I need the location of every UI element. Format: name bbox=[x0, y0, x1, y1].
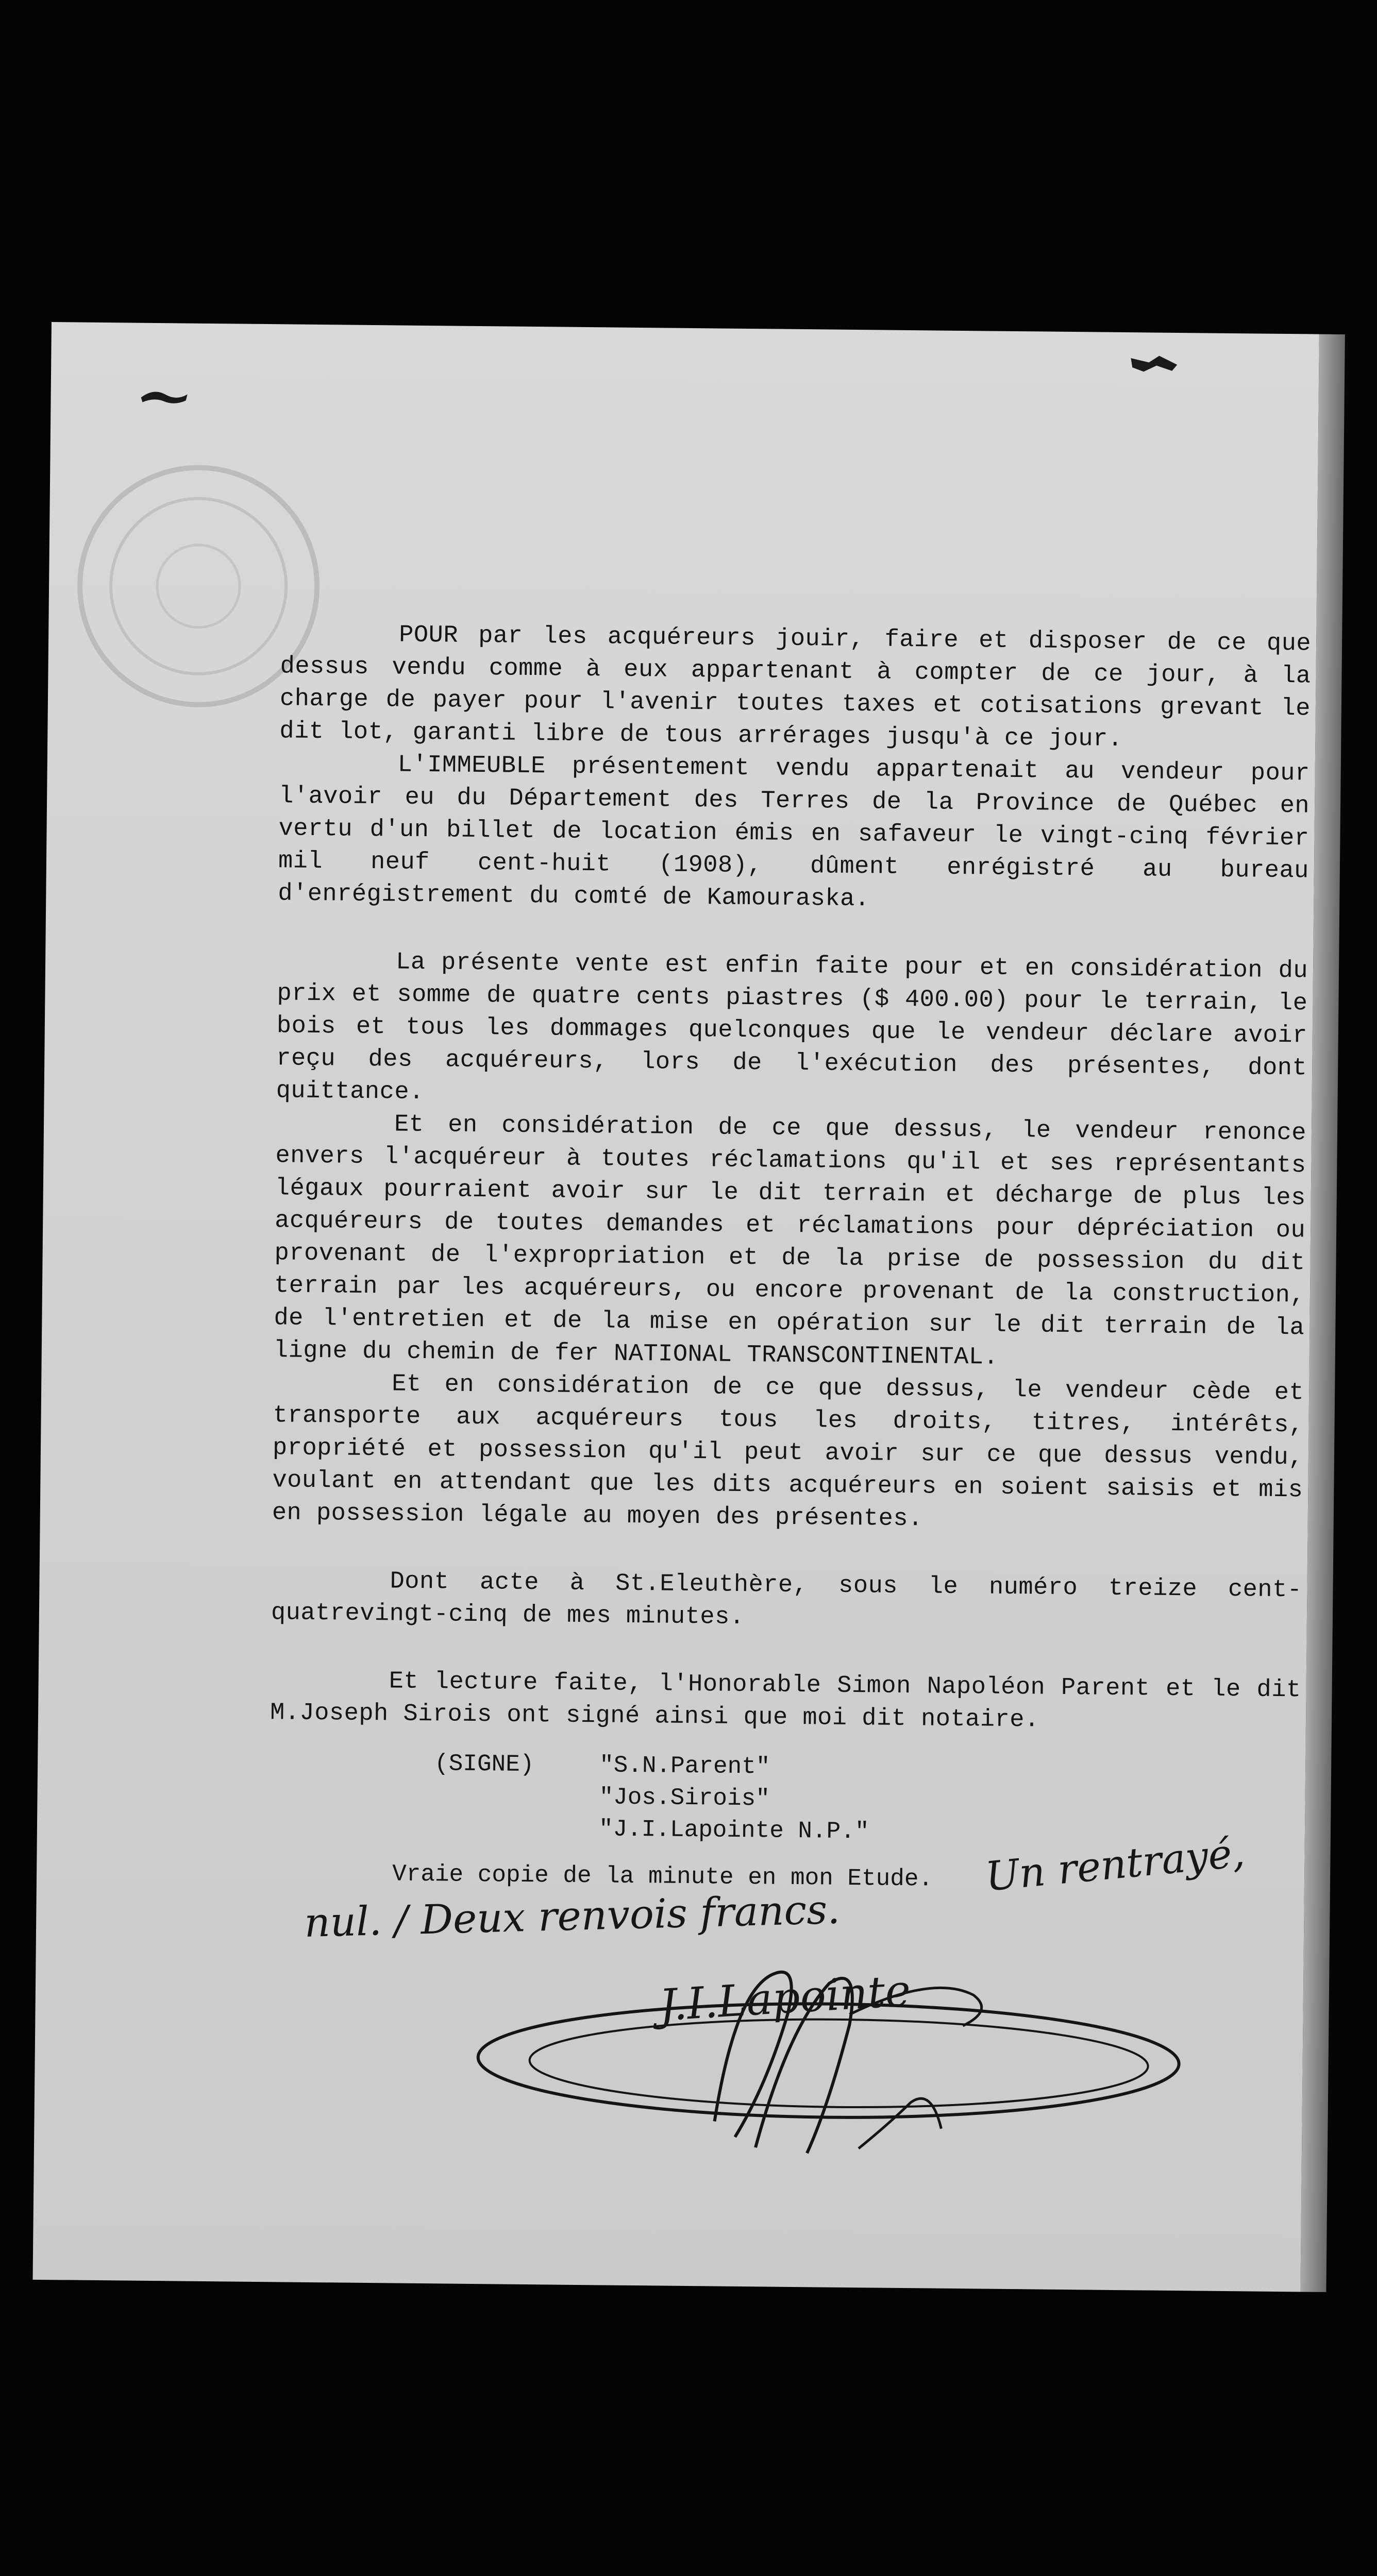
signature-name: J.I.Lapointe bbox=[658, 1965, 912, 2031]
paragraph: L'IMMEUBLE présentement vendu appartenait au vendeur pour l'avoir eu du Département des Terres de la Province de Québec en vertu d'un billet de location émis en safaveur le vingt-cinq février mil neuf cent-huit (1908), dûment enrégistré au bureau d'enrégistrement du comté de Kamouraska. bbox=[278, 751, 1310, 913]
paragraph: La présente vente est enfin faite pour et en considération du prix et somme de quatre cents piastres ($ 400.00) pour le terrain, le bois et tous les dommages quelconques que le vendeur déclare avoir reçu des acquéreurs, lors de l'exécution des présentes, dont quittance. bbox=[276, 948, 1308, 1107]
signatory: "J.I.Lapointe N.P." bbox=[598, 1816, 869, 1845]
signatory: "S.N.Parent" bbox=[599, 1752, 770, 1781]
paper-clip-icon bbox=[138, 385, 190, 406]
signed-label: (SIGNE) bbox=[434, 1750, 534, 1778]
handwritten-note: Un rentrayé, bbox=[983, 1829, 1247, 1901]
paragraph: Dont acte à St.Eleuthère, sous le numéro treize cent-quatrevingt-cinq de mes minutes. bbox=[271, 1568, 1302, 1632]
signatory: "Jos.Sirois" bbox=[599, 1784, 770, 1812]
certification-line: Vraie copie de la minute en mon Etude. bbox=[392, 1860, 933, 1893]
deed-body bbox=[270, 618, 1312, 1739]
document-page bbox=[33, 322, 1319, 2292]
paragraph: POUR par les acquéreurs jouir, faire et disposer de ce que dessus vendu comme à eux appartenant à compter de ce jour, à la charge de payer pour l'avenir toutes taxes et cotisations grevant le dit lot, garanti libre de tous arrérages jusqu'à ce jour. bbox=[279, 621, 1312, 753]
paragraph: Et en considération de ce que dessus, le vendeur cède et transporte aux acquéreurs tous les droits, titres, intérêts, propriété et possession qu'il peut avoir sur ce que dessus vendu, voulant en attendant que les dits acquéreurs en soient saisis et mis en possession légale au moyen des présentes. bbox=[272, 1370, 1304, 1533]
signature-list bbox=[434, 1748, 870, 1848]
handwritten-note: nul. / Deux renvois francs. bbox=[304, 1886, 841, 1946]
paper-clip-icon bbox=[1128, 353, 1180, 374]
paragraph: Et lecture faite, l'Honorable Simon Napoléon Parent et le dit M.Joseph Sirois ont signé ainsi que moi dit notaire. bbox=[270, 1668, 1301, 1734]
paragraph: Et en considération de ce que dessus, le vendeur renonce envers l'acquéreur à toutes réclamations qu'il et ses représentants légaux pourraient avoir sur le dit terrain et décharge de plus les acquéreurs de toutes demandes et réclamations pour dépréciation ou provenant de l'expropriation et de la prise de possession du dit terrain par les acquéreurs, ou encore provenant de la construction, de l'entretien et de la mise en opération sur le dit terrain de la ligne du chemin de fer NATIONAL TRANSCONTINENTAL. bbox=[273, 1111, 1307, 1371]
